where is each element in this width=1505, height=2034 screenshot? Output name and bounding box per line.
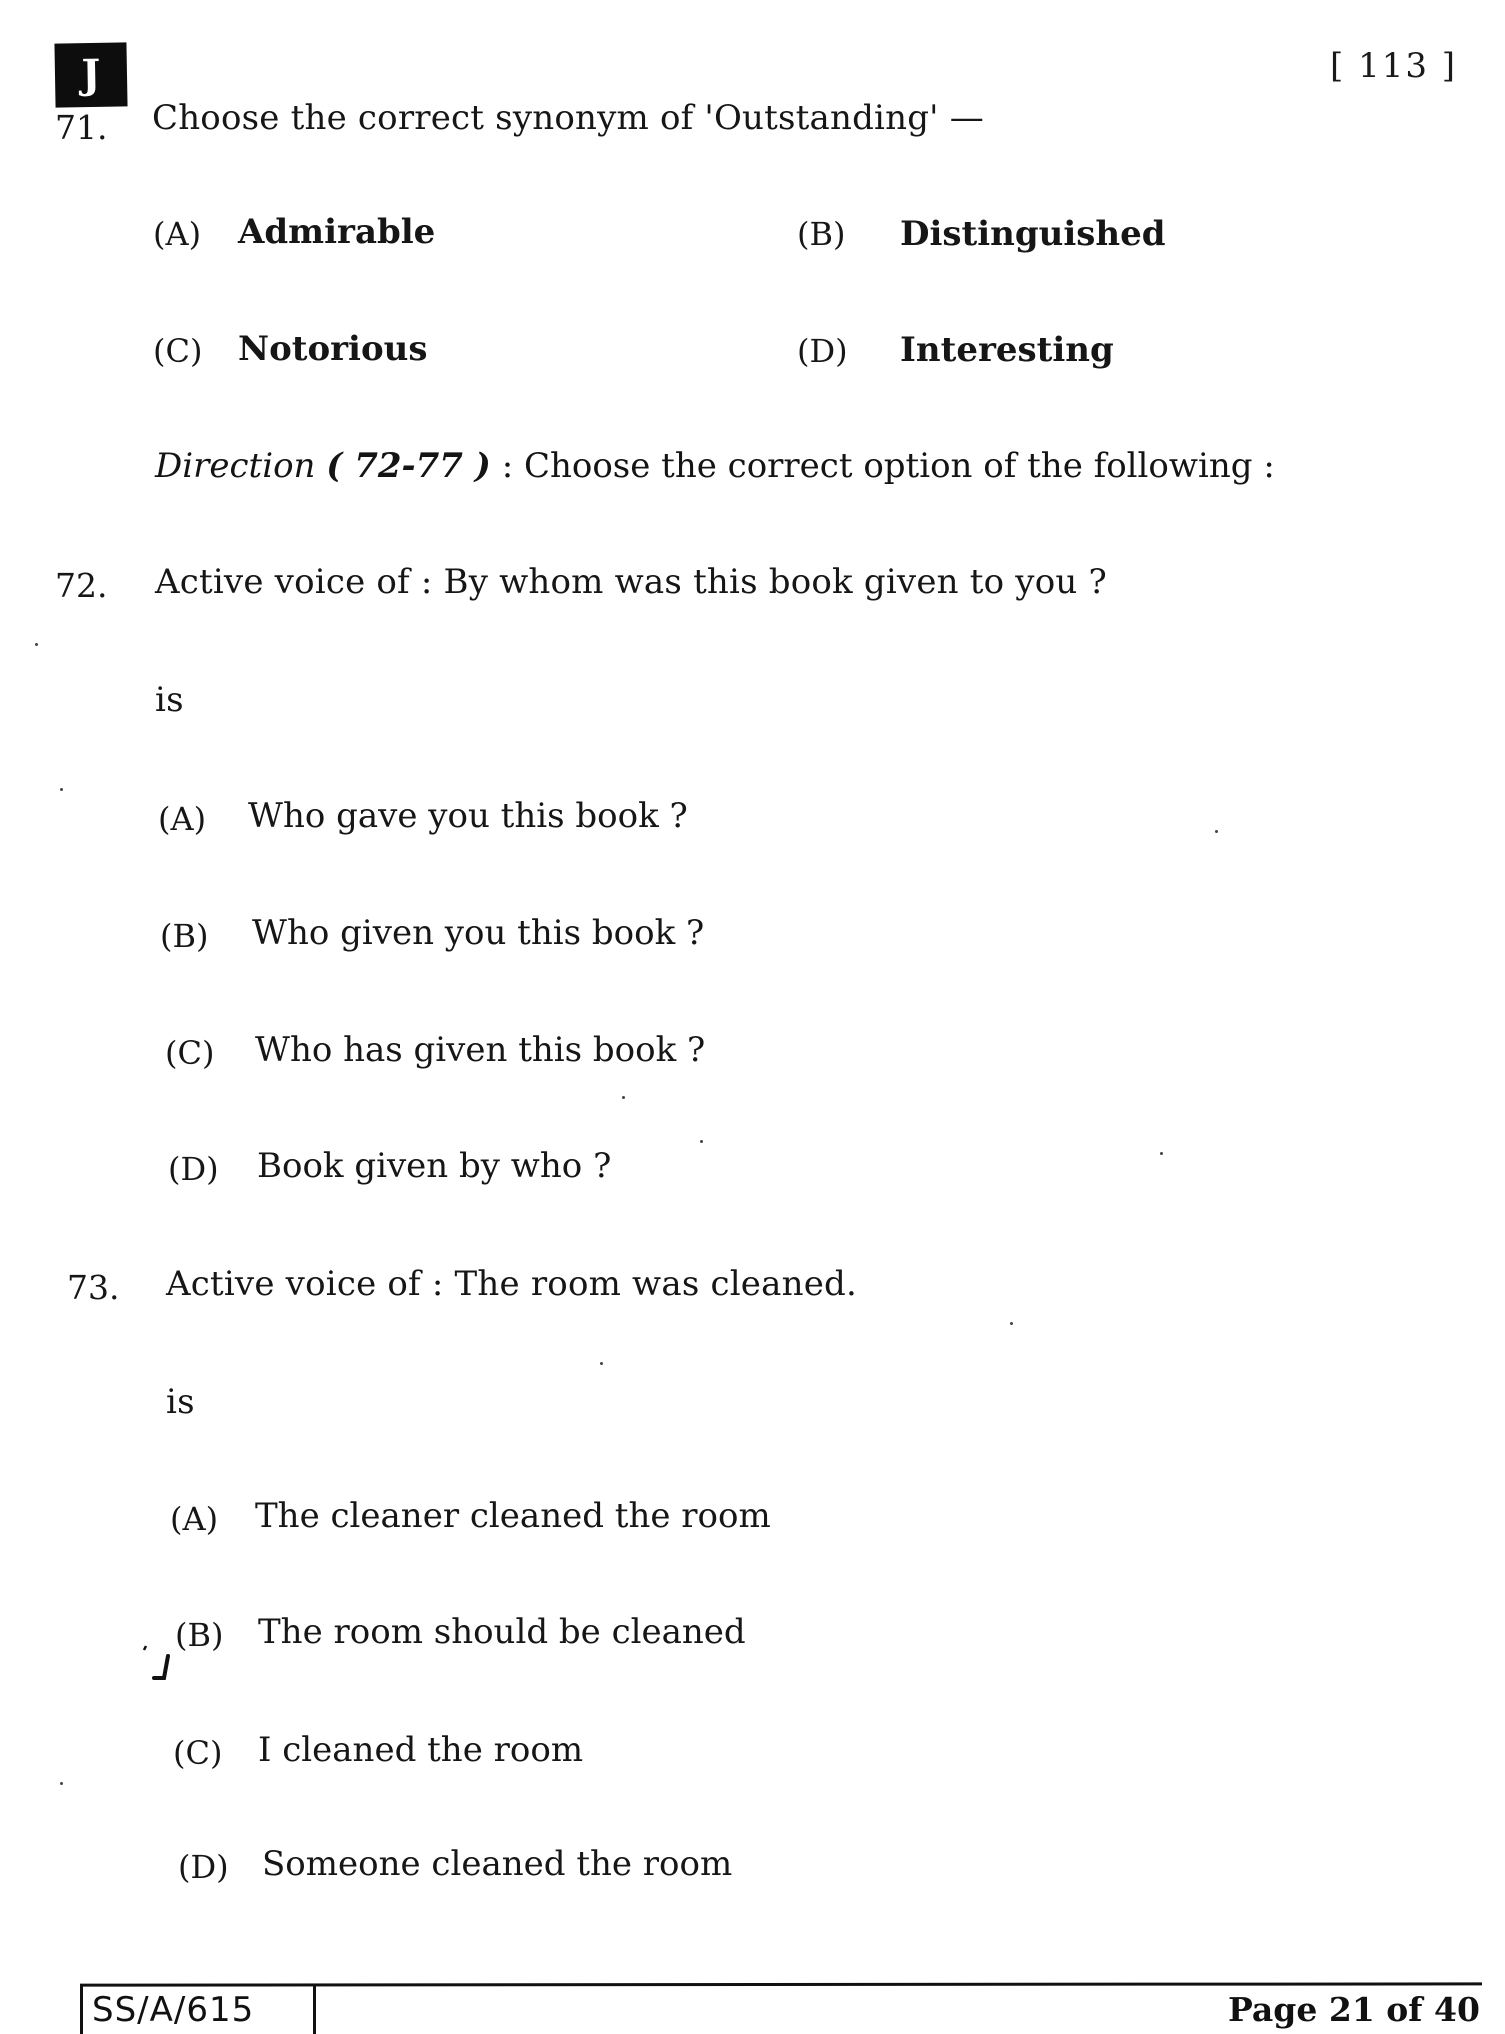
direction-line	[155, 446, 1275, 486]
question-text: Active voice of : By whom was this book given to you ?	[155, 562, 1107, 602]
direction-label: Direction	[155, 446, 316, 486]
booklet-code: SS/A/615	[92, 1990, 255, 2030]
option-text: The room should be cleaned	[258, 1612, 746, 1652]
option-text: Who has given this book ?	[255, 1030, 706, 1070]
option-label: (A)	[170, 1500, 219, 1538]
option-label: (C)	[153, 332, 203, 370]
option-label: (D)	[168, 1150, 219, 1188]
option-label: (C)	[165, 1034, 215, 1072]
page-number: Page 21 of 40	[1228, 1990, 1480, 2029]
option-text: Who given you this book ?	[252, 913, 705, 953]
page-code: [ 113 ]	[1330, 46, 1458, 86]
question-text: Choose the correct synonym of 'Outstanding' —	[152, 98, 984, 138]
option-label: (D)	[178, 1848, 229, 1886]
option-label: (B)	[797, 215, 846, 253]
question-text: Active voice of : The room was cleaned.	[166, 1264, 857, 1304]
scan-speck	[1160, 1152, 1163, 1155]
scan-speck	[1215, 830, 1218, 833]
scan-speck	[35, 643, 38, 646]
option-text: Someone cleaned the room	[262, 1844, 733, 1884]
set-badge: J	[54, 42, 127, 107]
option-label: (D)	[797, 332, 848, 370]
option-label: (B)	[175, 1616, 224, 1654]
question-number: 71.	[55, 108, 108, 147]
question-continuation: is	[155, 680, 184, 720]
option-text: Notorious	[238, 329, 428, 369]
option-text: I cleaned the room	[258, 1730, 584, 1770]
direction-text: : Choose the correct option of the following :	[501, 446, 1275, 486]
option-text: Admirable	[238, 212, 436, 252]
option-label: (A)	[153, 215, 202, 253]
option-label: (C)	[173, 1734, 223, 1772]
question-number: 72.	[55, 566, 108, 605]
option-label: (B)	[160, 917, 209, 955]
option-text: The cleaner cleaned the room	[255, 1496, 771, 1536]
scan-speck	[700, 1140, 703, 1143]
question-number: 73.	[67, 1268, 120, 1307]
option-text: Distinguished	[900, 214, 1166, 254]
scan-speck	[60, 788, 63, 791]
scan-speck	[1010, 1322, 1013, 1325]
question-continuation: is	[166, 1382, 195, 1422]
option-text: Interesting	[900, 330, 1114, 370]
scan-speck	[60, 1782, 63, 1785]
option-text: Who gave you this book ?	[248, 796, 688, 836]
option-text: Book given by who ?	[257, 1146, 612, 1186]
scan-speck	[622, 1096, 625, 1099]
scan-speck	[600, 1362, 603, 1365]
option-label: (A)	[158, 800, 207, 838]
direction-range: ( 72-77 )	[326, 446, 491, 486]
